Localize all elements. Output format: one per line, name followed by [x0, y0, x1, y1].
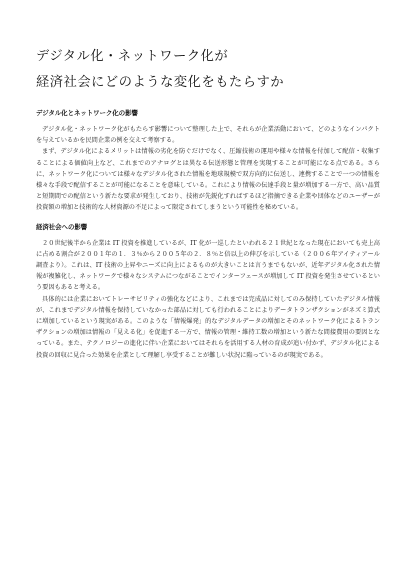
document-page: [36, 44, 380, 361]
document-title: [36, 44, 380, 96]
paragraph: まず、デジタル化によるメリットは情報の劣化を防ぐだけでなく、圧縮技術の運用や様々な情報を付加して配信・収集することによる価値向上など、これまでのアナログとは異なる伝送形態と管理を実現することが可能になる点である。さらに、ネットワーク化については様々なデジタル化された情報を地球規模で双方向的に伝送し、連携することで一つの情報を様々な手段で配信することが可能になることを意味している。これにより情報の伝達手段と量が増加する一方で、高い品質と短期間での配信という新たな要求が発生しており、技術が先鋭化すればするほど指摘できる企業や団体などのユーザーが投資額の増加と技術的な人材資源の不足によって限定されてしまうという可能性を秘めている。: [36, 148, 380, 212]
paragraph: 具体的には企業においてトレーサビリティの強化などにより、これまでは完成品に対してのみ保持していたデジタル情報が、これまでデジタル情報を保持していなかった部品に対しても行われることによりデータトランザクションがネズミ算式に増加しているという現実がある。このような「情報爆発」的なデジタルデータの増加とそのネットワーク化によるトランザクションの増加は情報の「見える化」を促進する一方で、情報の管理・維持工数の増加という新たな間接費用の要因となっている。また、テクノロジーの進化に伴い企業においてはそれらを活用する人材の育成が追い付かず、デジタル化による投資の回収に見合った効果を企業として理解し享受することが難しい状況に陥っているのが現実である。: [36, 295, 380, 359]
title-line-2: 経済社会にどのような変化をもたらすか: [36, 75, 285, 90]
title-line-1: デジタル化・ネットワーク化が: [36, 49, 229, 64]
spacer: [36, 214, 380, 222]
paragraph: ２０世紀後半から企業は IT 投資を推進しているが、IT 化が一巡したといわれる２１世紀となった現在においても売上高に占める割合が２００１年の１．３％から２００５年の２．８％と倍以上の伸びを示している（２００６年アイティアール調査より）。これは、IT 技術の上昇やニーズに向上によるものが大きいことは言うまでもないが、近年デジタル化された情報が複雑化し、ネットワークで様々なシステムにつながることでインターフェースが増加して IT 投資を発生させているという要因もあると考える。: [36, 239, 380, 292]
section-heading-economic-impact: 経済社会への影響: [36, 222, 88, 231]
section-heading-digital-network: デジタル化とネットワーク化の影響: [36, 109, 138, 117]
paragraph: デジタル化・ネットワーク化がもたらす影響について整理した上で、それらが企業活動において、どのようなインパクトを与えているかを民間企業の例を交えて考察する。: [36, 126, 380, 145]
